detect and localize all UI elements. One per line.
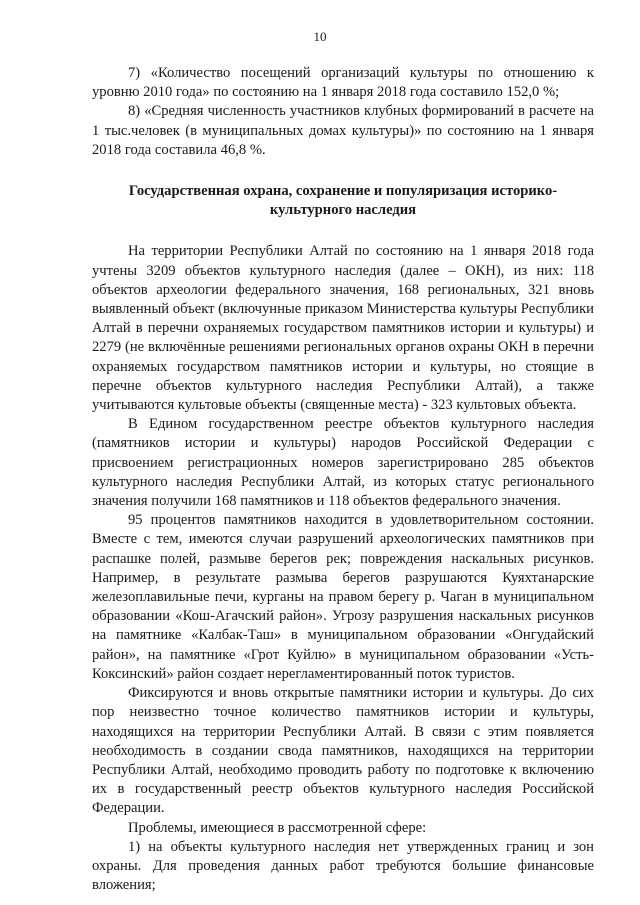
- paragraph-condition: 95 процентов памятников находится в удовлетворительном состоянии. Вместе с тем, имеются случаи разрушений археологических памятников при распашке полей, размыве берегов рек; повреждения наскальных рисунков. Например, в результате размыва берегов разрушаются Куяхтанарские железоплавильные печи, курганы на правом берегу р. Чаган в муниципальном образовании «Кош-Агачский район». Угрозу разрушения наскальных рисунков на памятнике «Калбак-Таш» в муниципальном образовании «Онгудайский район», на памятнике «Грот Куйлю» в муниципальном образовании «Усть-Коксинский» район создает нерегламентированный поток туристов.: [92, 512, 594, 682]
- paragraph-new-monuments: Фиксируются и вновь открытые памятники истории и культуры. До сих пор неизвестно точное количество памятников истории и культуры, находящихся на территории Республики Алтай. В связи с этим появляется необходимость в создании свода памятников, находящихся на территории Республики Алтай, необходимо проводить работу по подготовке к включению их в государственный реестр объектов культурного наследия Российской Федерации.: [92, 685, 594, 817]
- paragraph-problem-1: 1) на объекты культурного наследия нет утвержденных границ и зон охраны. Для проведения данных работ требуются большие финансовые вложения;: [92, 838, 594, 894]
- document-body: [92, 64, 594, 895]
- section-heading: Государственная охрана, сохранение и популяризация историко-культурного наследия: [128, 183, 558, 219]
- paragraph-item-7: 7) «Количество посещений организаций культуры по отношению к уровню 2010 года» по состоянию на 1 января 2018 года составило 152,0 %;: [92, 65, 594, 101]
- paragraph-okn-count: На территории Республики Алтай по состоянию на 1 января 2018 года учтены 3209 объектов культурного наследия (далее – ОКН), из них: 118 объектов археологии федерального значения, 168 региональных, 321 вновь выявленный объект (включунные приказом Министерства культуры Республики Алтай в перечни охраняемых государством памятников истории и культуры) и 2279 (не включённые решениями региональных органов охраны ОКН в перечни охраняемых государством памятников истории и культуры, но стоящие в перечне объектов культурного наследия Республики Алтай), а также учитываются культовые объекты (священные места) - 323 культовых объекта.: [92, 243, 594, 414]
- page-number: 10: [313, 29, 327, 44]
- paragraph-registry: В Едином государственном реестре объектов культурного наследия (памятников истории и культуры) народов Российской Федерации с присвоением регистрационных номеров зарегистрировано 285 объектов культурного наследия Республики Алтай, из которых статус регионального значения получили 168 памятников и 118 объектов федерального значения.: [92, 416, 594, 510]
- paragraph-problems-intro: Проблемы, имеющиеся в рассмотренной сфере:: [128, 819, 427, 836]
- paragraph-item-8: 8) «Средняя численность участников клубных формирований в расчете на 1 тыс.человек (в муниципальных домах культуры)» по состоянию на 1 января 2018 года составила 46,8 %.: [92, 103, 594, 158]
